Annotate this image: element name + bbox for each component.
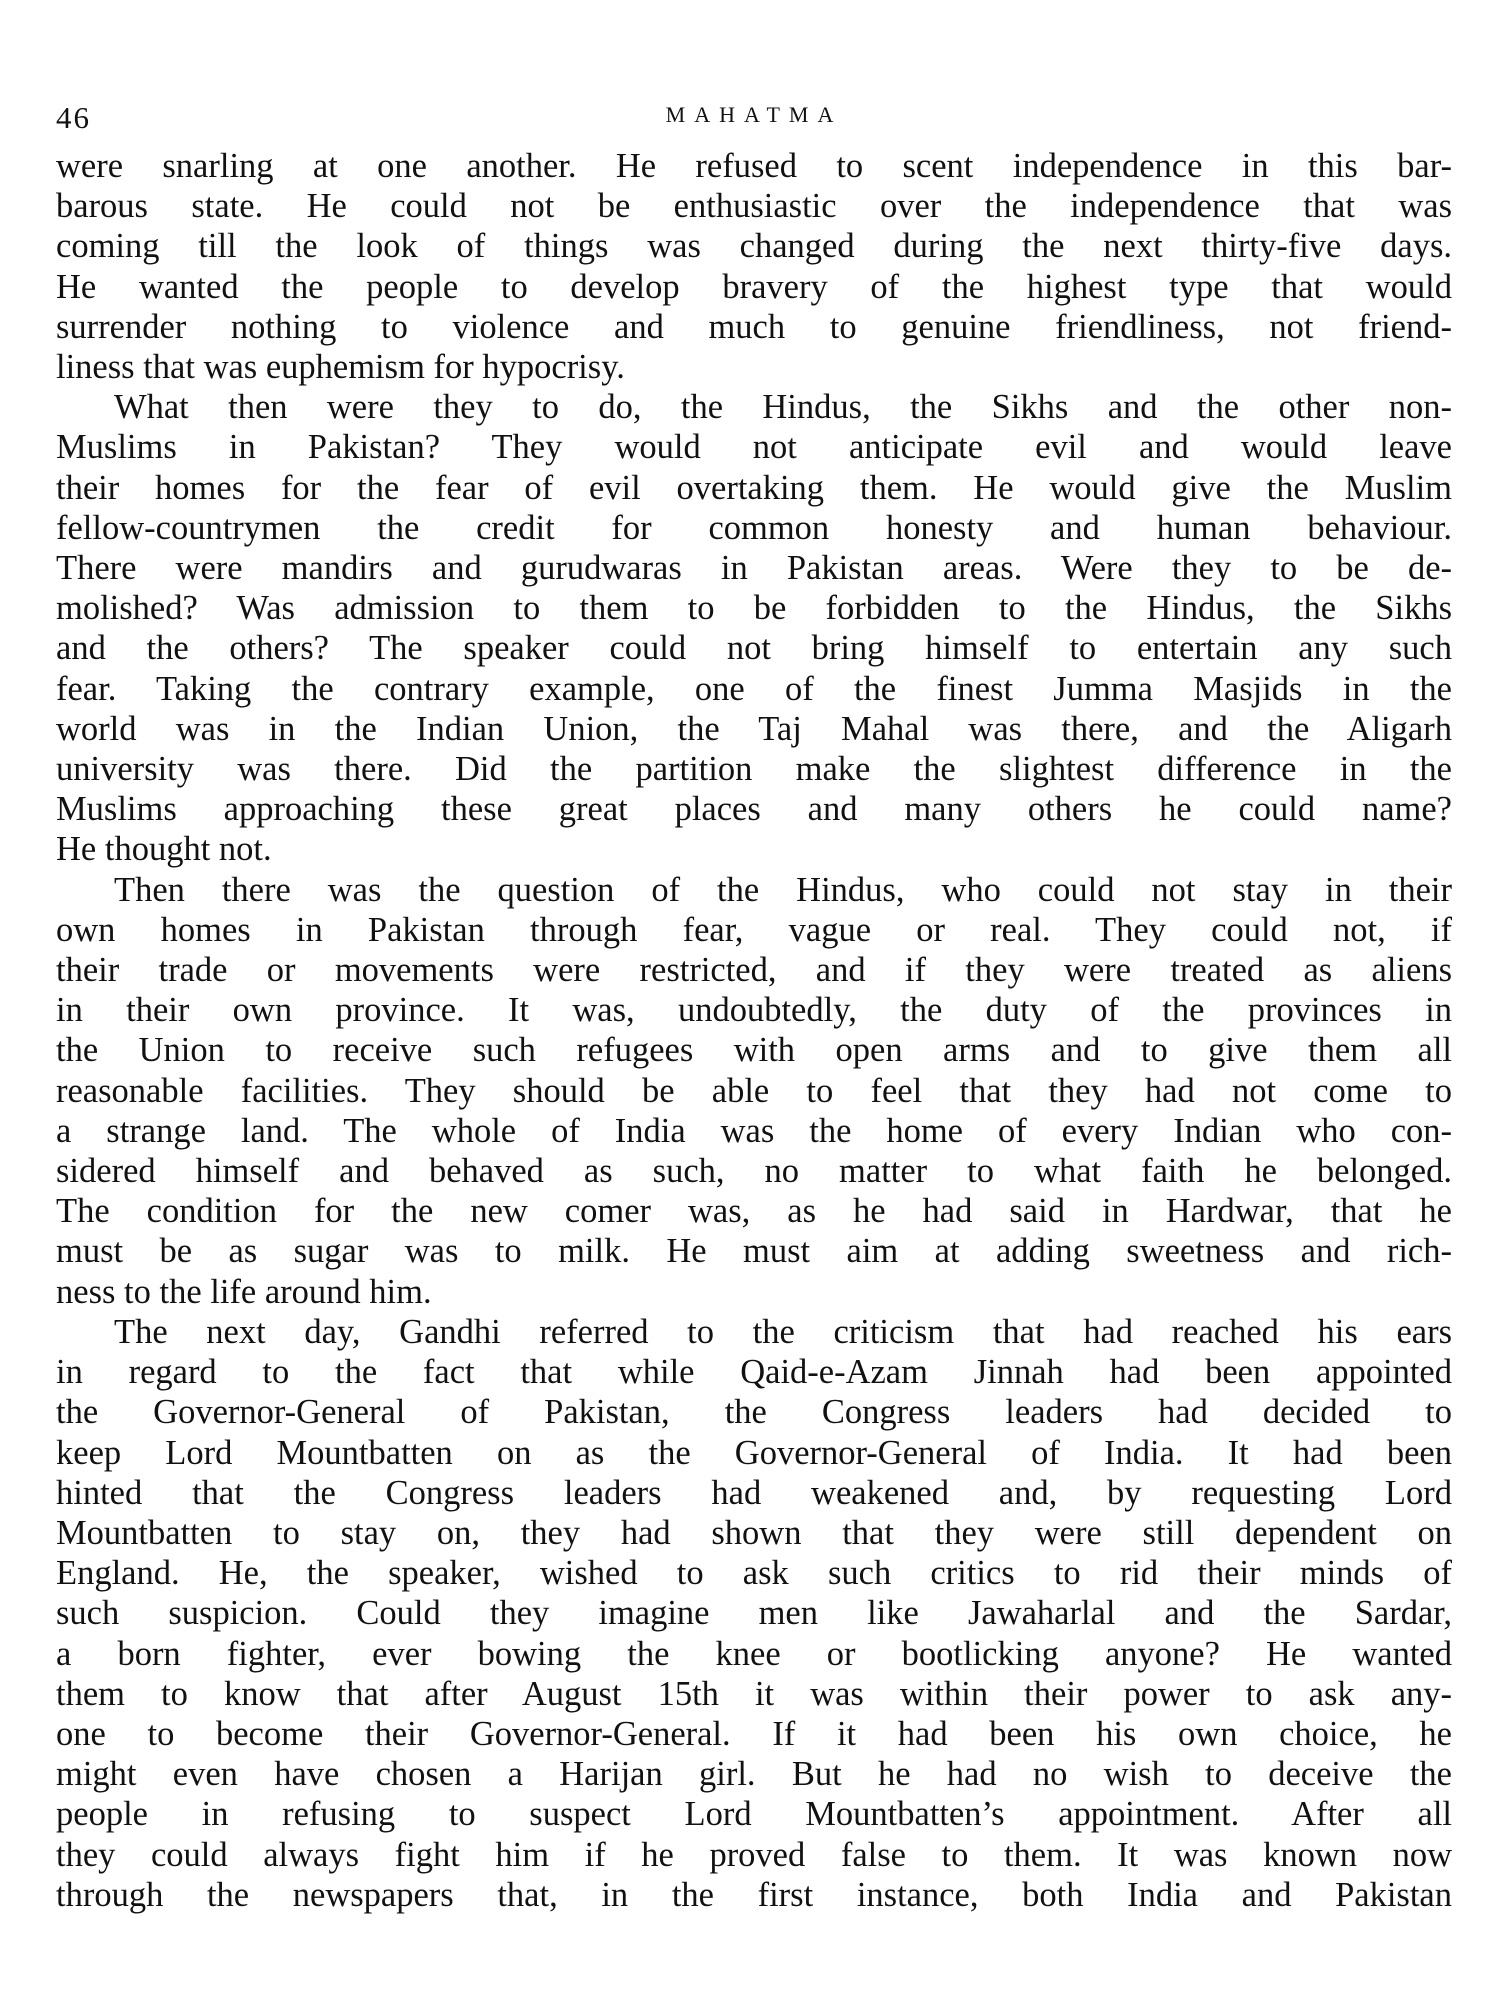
text-line: one to become their Governor-General. If it had been his own choice, he [56, 1714, 1452, 1753]
text-line: their homes for the fear of evil overtaking them. He would give the Muslim [56, 468, 1452, 507]
text-line: must be as sugar was to milk. He must aim at adding sweetness and rich- [56, 1232, 1452, 1271]
text-line: liness that was euphemism for hypocrisy. [56, 348, 625, 387]
text-line: them to know that after August 15th it was within their power to ask any- [56, 1674, 1452, 1713]
text-line: might even have chosen a Harijan girl. But he had no wish to deceive the [56, 1755, 1452, 1794]
text-line: reasonable facilities. They should be able to feel that they had not come to [56, 1071, 1452, 1110]
text-line: own homes in Pakistan through fear, vague or real. They could not, if [56, 910, 1452, 949]
text-line: a born fighter, ever bowing the knee or bootlicking anyone? He wanted [56, 1634, 1452, 1673]
text-line: in their own province. It was, undoubtedly, the duty of the provinces in [56, 991, 1452, 1030]
text-line: they could always fight him if he proved false to them. It was known now [56, 1835, 1452, 1874]
text-line: university was there. Did the partition make the slightest difference in the [56, 750, 1452, 789]
text-line: ness to the life around him. [56, 1272, 432, 1311]
text-line: surrender nothing to violence and much to genuine friendliness, not friend- [56, 307, 1452, 346]
page-number: 46 [56, 100, 91, 135]
text-line: world was in the Indian Union, the Taj Mahal was there, and the Aligarh [56, 709, 1452, 748]
text-line: a strange land. The whole of India was the home of every Indian who con- [56, 1111, 1452, 1150]
text-line: He wanted the people to develop bravery of the highest type that would [56, 267, 1452, 306]
text-line: hinted that the Congress leaders had weakened and, by requesting Lord [56, 1473, 1452, 1512]
text-line: such suspicion. Could they imagine men like Jawaharlal and the Sardar, [56, 1594, 1452, 1633]
text-line: fear. Taking the contrary example, one of the finest Jumma Masjids in the [56, 669, 1452, 708]
text-line: their trade or movements were restricted, and if they were treated as aliens [56, 951, 1452, 990]
text-line: The next day, Gandhi referred to the criticism that had reached his ears [114, 1312, 1452, 1351]
text-line: Muslims approaching these great places and many others he could name? [56, 790, 1452, 829]
text-line: barous state. He could not be enthusiastic over the independence that was [56, 187, 1452, 226]
text-line: were snarling at one another. He refused to scent independence in this bar- [56, 147, 1452, 185]
text-line: the Union to receive such refugees with open arms and to give them all [56, 1031, 1452, 1070]
text-line: through the newspapers that, in the first instance, both India and Pakistan [56, 1875, 1452, 1914]
text-line: sidered himself and behaved as such, no matter to what faith he belonged. [56, 1152, 1452, 1191]
text-line: and the others? The speaker could not bring himself to entertain any such [56, 629, 1452, 668]
text-line: molished? Was admission to them to be forbidden to the Hindus, the Sikhs [56, 589, 1452, 628]
running-head: MAHATMA [665, 102, 843, 127]
text-line: England. He, the speaker, wished to ask such critics to rid their minds of [56, 1554, 1452, 1593]
paragraph [56, 146, 1452, 387]
text-line: Mountbatten to stay on, they had shown that they were still dependent on [56, 1513, 1452, 1552]
paragraph [56, 1312, 1452, 1915]
page-header [56, 100, 1452, 144]
text-line: Then there was the question of the Hindus, who could not stay in their [114, 870, 1452, 909]
text-line: fellow-countrymen the credit for common honesty and human behaviour. [56, 508, 1452, 547]
book-page [56, 100, 1452, 1915]
text-line: He thought not. [56, 830, 272, 869]
text-line: What then were they to do, the Hindus, the Sikhs and the other non- [114, 388, 1452, 427]
text-line: people in refusing to suspect Lord Mountbatten’s appointment. After all [56, 1795, 1452, 1834]
text-line: The condition for the new comer was, as he had said in Hardwar, that he [56, 1192, 1452, 1231]
text-line: There were mandirs and gurudwaras in Pakistan areas. Were they to be de- [56, 549, 1452, 588]
body-text [56, 146, 1452, 1915]
paragraph [56, 870, 1452, 1312]
text-line: coming till the look of things was changed during the next thirty-five days. [56, 227, 1452, 266]
text-line: the Governor-General of Pakistan, the Congress leaders had decided to [56, 1393, 1452, 1432]
paragraph [56, 387, 1452, 869]
text-line: in regard to the fact that while Qaid-e-Azam Jinnah had been appointed [56, 1353, 1452, 1392]
text-line: Muslims in Pakistan? They would not anticipate evil and would leave [56, 428, 1452, 467]
text-line: keep Lord Mountbatten on as the Governor-General of India. It had been [56, 1433, 1452, 1472]
